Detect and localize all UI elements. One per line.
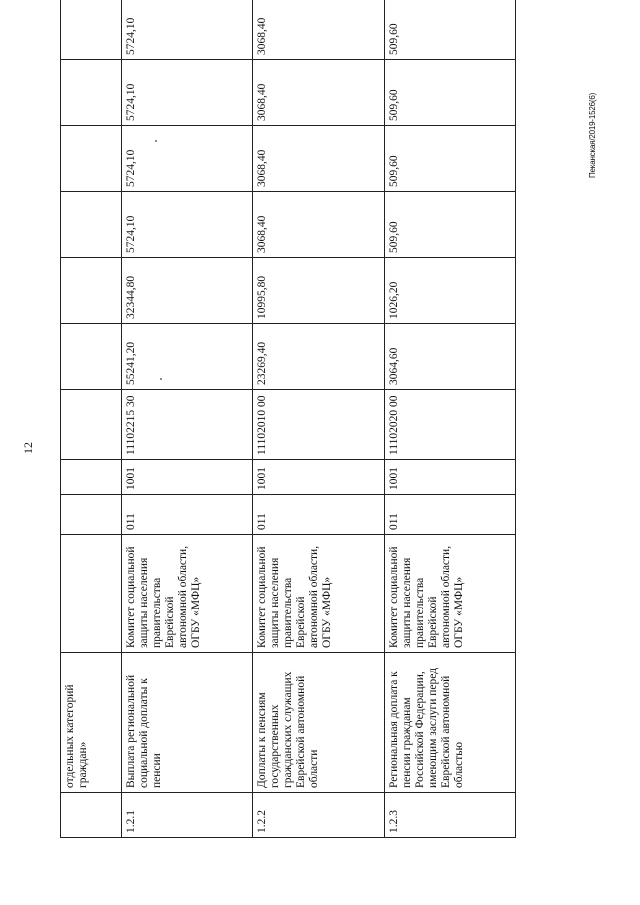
scan-speck xyxy=(160,378,162,380)
year-value: 5724,10 xyxy=(122,60,253,126)
rzpr-code: 1001 xyxy=(253,460,384,495)
page-number: 12 xyxy=(21,442,35,454)
executor: Комитет социальной защиты населения правительства Еврейской автономной области, ОГБУ «МФЦ» xyxy=(384,535,515,653)
csr-code: 11102215 30 xyxy=(122,390,253,460)
table-row xyxy=(253,0,384,838)
total-value: 55241,20 xyxy=(122,324,253,390)
year-value: 5724,10 xyxy=(122,0,253,60)
row-number: 1.2.3 xyxy=(384,793,515,838)
year-value: 32344,80 xyxy=(122,258,253,324)
year-value: 509,60 xyxy=(384,192,515,258)
csr-code: 11102020 00 xyxy=(384,390,515,460)
year-value: 5724,10 xyxy=(122,192,253,258)
scan-speck xyxy=(155,140,157,142)
executor: Комитет социальной защиты населения правительства Еврейской автономной области, ОГБУ «МФЦ» xyxy=(253,535,384,653)
year-value: 509,60 xyxy=(384,0,515,60)
grbs-code: 011 xyxy=(384,495,515,535)
measure-name: Выплата региональной социальной доплаты к пенсии xyxy=(122,653,253,793)
row-number: 1.2.2 xyxy=(253,793,384,838)
total-value: 23269,40 xyxy=(253,324,384,390)
continuation-row xyxy=(61,0,122,838)
budget-table xyxy=(60,0,516,838)
measure-name: Доплаты к пенсиям государственных гражданских служащих Еврейской автономной области xyxy=(253,653,384,793)
year-value: 509,60 xyxy=(384,126,515,192)
year-value: 3068,40 xyxy=(253,192,384,258)
executor: Комитет социальной защиты населения правительства Еврейской автономной области, ОГБУ «МФЦ» xyxy=(122,535,253,653)
year-value: 3068,40 xyxy=(253,60,384,126)
continuation-text: отдельных категорий граждан» xyxy=(61,653,122,793)
measure-name: Региональная доплата к пенсии гражданам Российской Федерации, имеющим заслуги перед Еврейской автономной областью xyxy=(384,653,515,793)
csr-code: 11102010 00 xyxy=(253,390,384,460)
document-code: Пеканская/2019-1526(6) xyxy=(588,92,597,178)
year-value: 5724,10 xyxy=(122,126,253,192)
total-value: 3064,60 xyxy=(384,324,515,390)
year-value: 3068,40 xyxy=(253,0,384,60)
cell-empty xyxy=(61,793,122,838)
rotated-table-container xyxy=(60,17,516,838)
rzpr-code: 1001 xyxy=(122,460,253,495)
year-value: 1026,20 xyxy=(384,258,515,324)
table-row xyxy=(122,0,253,838)
grbs-code: 011 xyxy=(122,495,253,535)
year-value: 3068,40 xyxy=(253,126,384,192)
table-row xyxy=(384,0,515,838)
year-value: 509,60 xyxy=(384,60,515,126)
grbs-code: 011 xyxy=(253,495,384,535)
row-number: 1.2.1 xyxy=(122,793,253,838)
year-value: 10995,80 xyxy=(253,258,384,324)
rzpr-code: 1001 xyxy=(384,460,515,495)
